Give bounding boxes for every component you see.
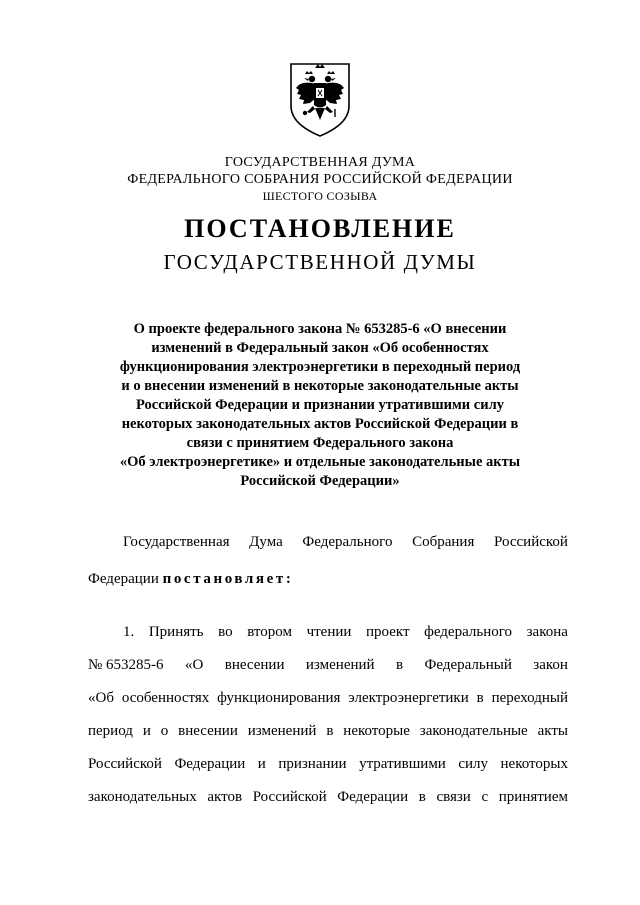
word: утратившими xyxy=(359,756,446,772)
word: Федеральный xyxy=(424,657,512,673)
word: с xyxy=(481,789,489,805)
word: чтении xyxy=(306,624,352,640)
preamble xyxy=(88,533,568,589)
word: переходный xyxy=(491,690,568,706)
word: признании xyxy=(278,756,347,772)
word: Федерального xyxy=(302,534,393,550)
clause-1-line xyxy=(88,623,568,642)
bill-title-line: О проекте федерального закона № 653285-6 «О внесении xyxy=(133,321,507,337)
clause-1-line xyxy=(88,788,568,807)
bill-title-line: изменений в Федеральный закон «Об особенностях xyxy=(151,340,489,356)
bill-title-line: «Об электроэнергетике» и отдельные законодательные акты xyxy=(119,454,521,470)
word: Принять xyxy=(148,624,204,640)
word: некоторые xyxy=(343,723,410,739)
word: о xyxy=(160,723,169,739)
word: проект xyxy=(366,624,410,640)
word: в xyxy=(326,723,334,739)
bill-title-line: функционирования электроэнергетики в переходный период xyxy=(119,359,521,375)
word: в xyxy=(418,789,426,805)
word: и xyxy=(257,756,266,772)
header-line-assembly: ФЕДЕРАЛЬНОГО СОБРАНИЯ РОССИЙСКОЙ ФЕДЕРАЦИИ xyxy=(127,172,513,187)
document-subtitle: ГОСУДАРСТВЕННОЙ ДУМЫ xyxy=(163,250,477,274)
word: законодательных xyxy=(88,789,197,805)
word: «О xyxy=(184,657,204,673)
word: законодательные xyxy=(419,723,528,739)
preamble-line-2 xyxy=(88,570,568,589)
word: Собрания xyxy=(412,534,475,550)
word: Российской xyxy=(88,756,162,772)
word: в xyxy=(476,690,484,706)
word: Российской xyxy=(494,534,568,550)
word: функционирования xyxy=(217,690,341,706)
word: акты xyxy=(537,723,568,739)
word: федерального xyxy=(424,624,513,640)
word: внесении xyxy=(178,723,238,739)
word: принятием xyxy=(498,789,568,805)
word: электроэнергетики xyxy=(348,690,469,706)
coat-of-arms-emblem xyxy=(285,58,355,138)
bill-title xyxy=(100,320,540,491)
clause-1-line xyxy=(88,755,568,774)
word: Федерации xyxy=(337,789,409,805)
word: изменений xyxy=(305,657,375,673)
preamble-line-1 xyxy=(88,533,568,552)
header-line-duma: ГОСУДАРСТВЕННАЯ ДУМА xyxy=(224,155,416,170)
word: во xyxy=(218,624,233,640)
clause-1-line xyxy=(88,722,568,741)
issuing-body-header xyxy=(0,154,640,205)
clause-1 xyxy=(88,623,568,807)
word: Федерации xyxy=(174,756,246,772)
header-line-convocation: ШЕСТОГО СОЗЫВА xyxy=(262,189,378,203)
word: период xyxy=(88,723,133,739)
word: закон xyxy=(533,657,568,673)
word: 1. xyxy=(123,624,135,640)
word: Государственная xyxy=(123,534,230,550)
word: связи xyxy=(436,789,471,805)
word: актов xyxy=(207,789,243,805)
word: внесении xyxy=(224,657,285,673)
bill-title-line: Российской Федерации» xyxy=(240,473,400,489)
coat-of-arms-icon xyxy=(285,58,355,138)
word: в xyxy=(396,657,404,673)
word: особенностях xyxy=(121,690,210,706)
word: № 653285-6 xyxy=(88,657,164,673)
word: изменений xyxy=(247,723,317,739)
word: и xyxy=(142,723,151,739)
bill-title-line: и о внесении изменений в некоторые законодательные акты xyxy=(121,378,519,394)
word: силу xyxy=(458,756,489,772)
clause-1-line xyxy=(88,656,568,675)
word: «Об xyxy=(88,690,114,706)
word: Российской xyxy=(252,789,327,805)
word: Дума xyxy=(249,534,283,550)
bill-title-line: связи с принятием Федерального закона xyxy=(186,435,454,451)
preamble-subject: Федерации xyxy=(88,571,159,587)
word: некоторых xyxy=(500,756,568,772)
bill-title-line: некоторых законодательных актов Российской Федерации в xyxy=(121,416,519,432)
clause-1-line xyxy=(88,689,568,708)
word: закона xyxy=(526,624,568,640)
document-title: ПОСТАНОВЛЕНИЕ xyxy=(184,214,456,243)
resolves-word: постановляет: xyxy=(162,571,294,587)
word: втором xyxy=(247,624,292,640)
bill-title-line: Российской Федерации и признании утратившими силу xyxy=(136,397,504,413)
